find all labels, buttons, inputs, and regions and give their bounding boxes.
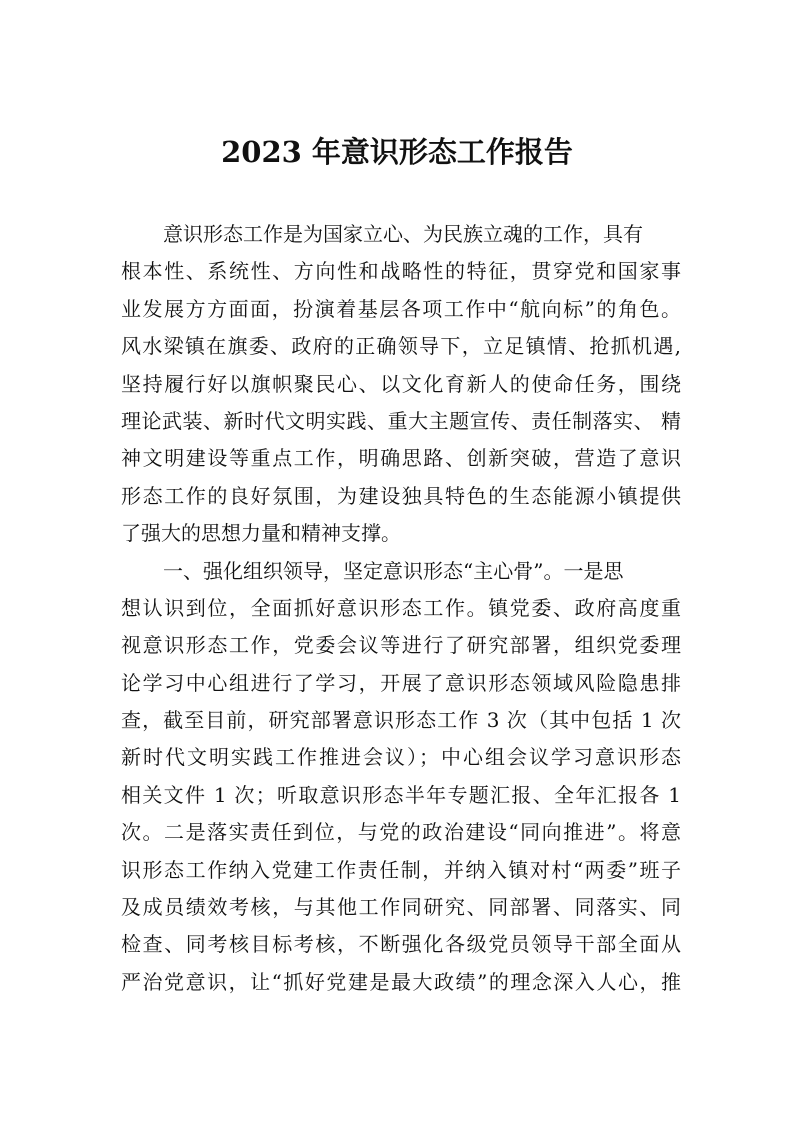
paragraph-line: 了强大的思想力量和精神支撑。: [121, 521, 401, 546]
paragraph-line: 新时代文明实践工作推进会议）；中心组会议学习意识形态: [121, 745, 681, 770]
paragraph-line: 查，截至目前，研究部署意识形态工作 3 次（其中包括 1 次: [121, 708, 681, 733]
paragraph-line: 论学习中心组进行了学习，开展了意识形态领域风险隐患排: [121, 670, 681, 695]
paragraph-line: 想认识到位，全面抓好意识形态工作。镇党委、政府高度重: [121, 595, 681, 620]
paragraph-line: 严治党意识，让“抓好党建是最大政绩”的理念深入人心，推: [121, 969, 681, 994]
paragraph-line: 形态工作的良好氛围，为建设独具特色的生态能源小镇提供: [121, 483, 681, 508]
paragraph-line: 相关文件 1 次；听取意识形态半年专题汇报、全年汇报各 1: [121, 782, 681, 807]
paragraph-line: 检查、同考核目标考核，不断强化各级党员领导干部全面从: [121, 932, 681, 957]
paragraph-line: 次。二是落实责任到位，与党的政治建设“同向推进”。将意: [121, 820, 681, 845]
document-body: [121, 216, 681, 1001]
paragraph-line: 神文明建设等重点工作，明确思路、创新突破，营造了意识: [121, 446, 681, 471]
paragraph-line: 意识形态工作是为国家立心、为民族立魂的工作，具有: [163, 222, 643, 246]
paragraph-line: 根本性、系统性、方向性和战略性的特征，贯穿党和国家事: [121, 259, 681, 284]
paragraph-line: 业发展方方面面，扮演着基层各项工作中“航向标”的角色。: [121, 296, 681, 321]
paragraph-line: 视意识形态工作，党委会议等进行了研究部署，组织党委理: [121, 633, 681, 658]
paragraph-line: 理论武装、新时代文明实践、重大主题宣传、责任制落实、 精: [121, 408, 681, 433]
paragraph-line: 坚持履行好以旗帜聚民心、以文化育新人的使命任务，围绕: [121, 371, 681, 396]
document-title: 2023 年意识形态工作报告: [221, 135, 573, 169]
paragraph-line: 及成员绩效考核，与其他工作同研究、同部署、同落实、同: [121, 895, 681, 920]
paragraph-line: 识形态工作纳入党建工作责任制，并纳入镇对村“两委”班子: [121, 857, 681, 882]
paragraph-line: 风水梁镇在旗委、政府的正确领导下，立足镇情、抢抓机遇,: [121, 334, 681, 359]
section-heading-line: 一、强化组织领导，坚定意识形态“主心骨”。一是思: [163, 558, 624, 583]
